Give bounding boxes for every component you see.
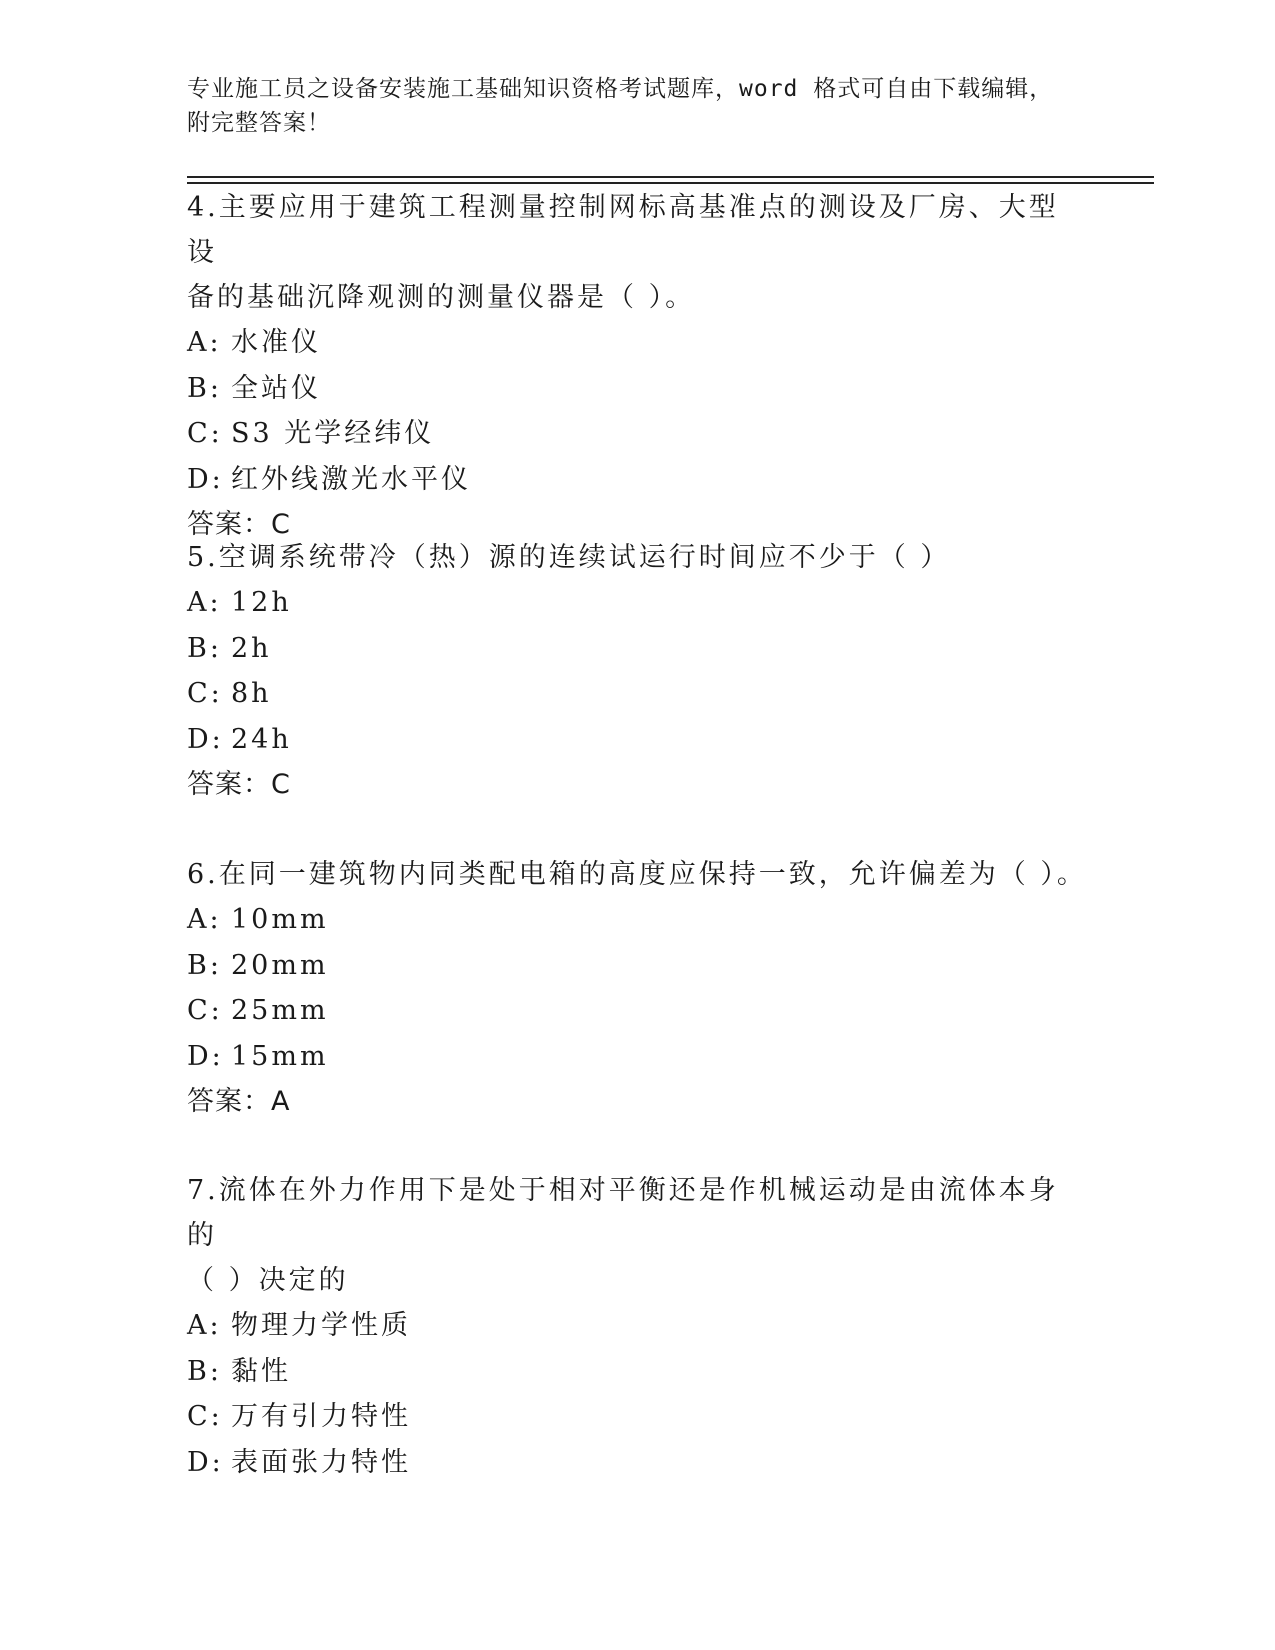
option-key: D:	[187, 723, 224, 755]
option-text: S3 光学经纬仪	[231, 418, 435, 449]
option-c	[187, 988, 1087, 1034]
header-line-2: 附完整答案！	[187, 110, 331, 136]
option-d	[187, 1034, 1087, 1080]
option-text: 物理力学性质	[231, 1310, 411, 1341]
option-a	[187, 320, 1087, 366]
option-c	[187, 1394, 1087, 1440]
option-b	[187, 626, 1087, 672]
option-text: 万有引力特性	[231, 1401, 411, 1432]
option-text: 黏性	[231, 1355, 291, 1387]
option-text: 水准仪	[231, 327, 321, 358]
option-b	[187, 1349, 1087, 1395]
option-text: 表面张力特性	[231, 1446, 411, 1478]
question-stem-line: 7.流体在外力作用下是处于相对平衡还是作机械运动是由流体本身的	[187, 1175, 1059, 1251]
option-c	[187, 671, 1087, 717]
option-text: 15mm	[231, 1040, 329, 1072]
header-line-1: 专业施工员之设备安装施工基础知识资格考试题库，word 格式可自由下载编辑，	[187, 76, 1054, 102]
option-key: B:	[187, 632, 222, 664]
option-key: D:	[187, 1446, 224, 1478]
option-text: 20mm	[231, 949, 329, 981]
question-stem-line: 5.空调系统带冷（热）源的连续试运行时间应不少于（ ）	[187, 542, 951, 573]
question-4	[187, 185, 1087, 547]
option-c	[187, 411, 1087, 457]
option-key: B:	[187, 949, 222, 981]
option-key: C:	[187, 418, 223, 449]
question-5	[187, 535, 1087, 807]
question-stem-line: （ ）决定的	[187, 1265, 349, 1296]
question-6	[187, 852, 1087, 1124]
option-key: A:	[187, 1310, 222, 1341]
option-key: D:	[187, 1040, 224, 1072]
option-d	[187, 1440, 1087, 1486]
answer-label: 答案：C	[187, 509, 291, 540]
option-text: 红外线激光水平仪	[231, 463, 471, 495]
option-a	[187, 580, 1087, 626]
option-text: 10mm	[231, 904, 329, 935]
question-stem-line: 6.在同一建筑物内同类配电箱的高度应保持一致，允许偏差为（ ）。	[187, 859, 1087, 890]
option-key: A:	[187, 327, 222, 358]
option-key: C:	[187, 995, 223, 1026]
option-text: 12h	[231, 587, 292, 618]
option-a	[187, 1303, 1087, 1349]
option-d	[187, 717, 1087, 763]
question-stem-line: 备的基础沉降观测的测量仪器是（ ）。	[187, 282, 696, 313]
question-stem-line: 4.主要应用于建筑工程测量控制网标高基准点的测设及厂房、大型设	[187, 192, 1059, 268]
option-key: A:	[187, 587, 222, 618]
option-b	[187, 366, 1087, 412]
answer-label: 答案：A	[187, 1086, 291, 1117]
option-key: C:	[187, 1401, 223, 1432]
header-divider-bottom	[187, 182, 1154, 184]
option-text: 8h	[231, 678, 272, 709]
option-key: D:	[187, 463, 224, 495]
option-b	[187, 943, 1087, 989]
option-d	[187, 457, 1087, 503]
option-key: B:	[187, 372, 222, 404]
option-a	[187, 897, 1087, 943]
option-key: A:	[187, 904, 222, 935]
option-text: 25mm	[231, 995, 329, 1026]
option-text: 全站仪	[231, 372, 321, 404]
option-text: 2h	[231, 632, 272, 664]
answer-label: 答案：C	[187, 769, 291, 800]
question-7	[187, 1168, 1087, 1485]
document-header	[187, 72, 1087, 140]
header-divider-top	[187, 176, 1154, 178]
option-key: C:	[187, 678, 223, 709]
option-key: B:	[187, 1355, 222, 1387]
option-text: 24h	[231, 723, 292, 755]
